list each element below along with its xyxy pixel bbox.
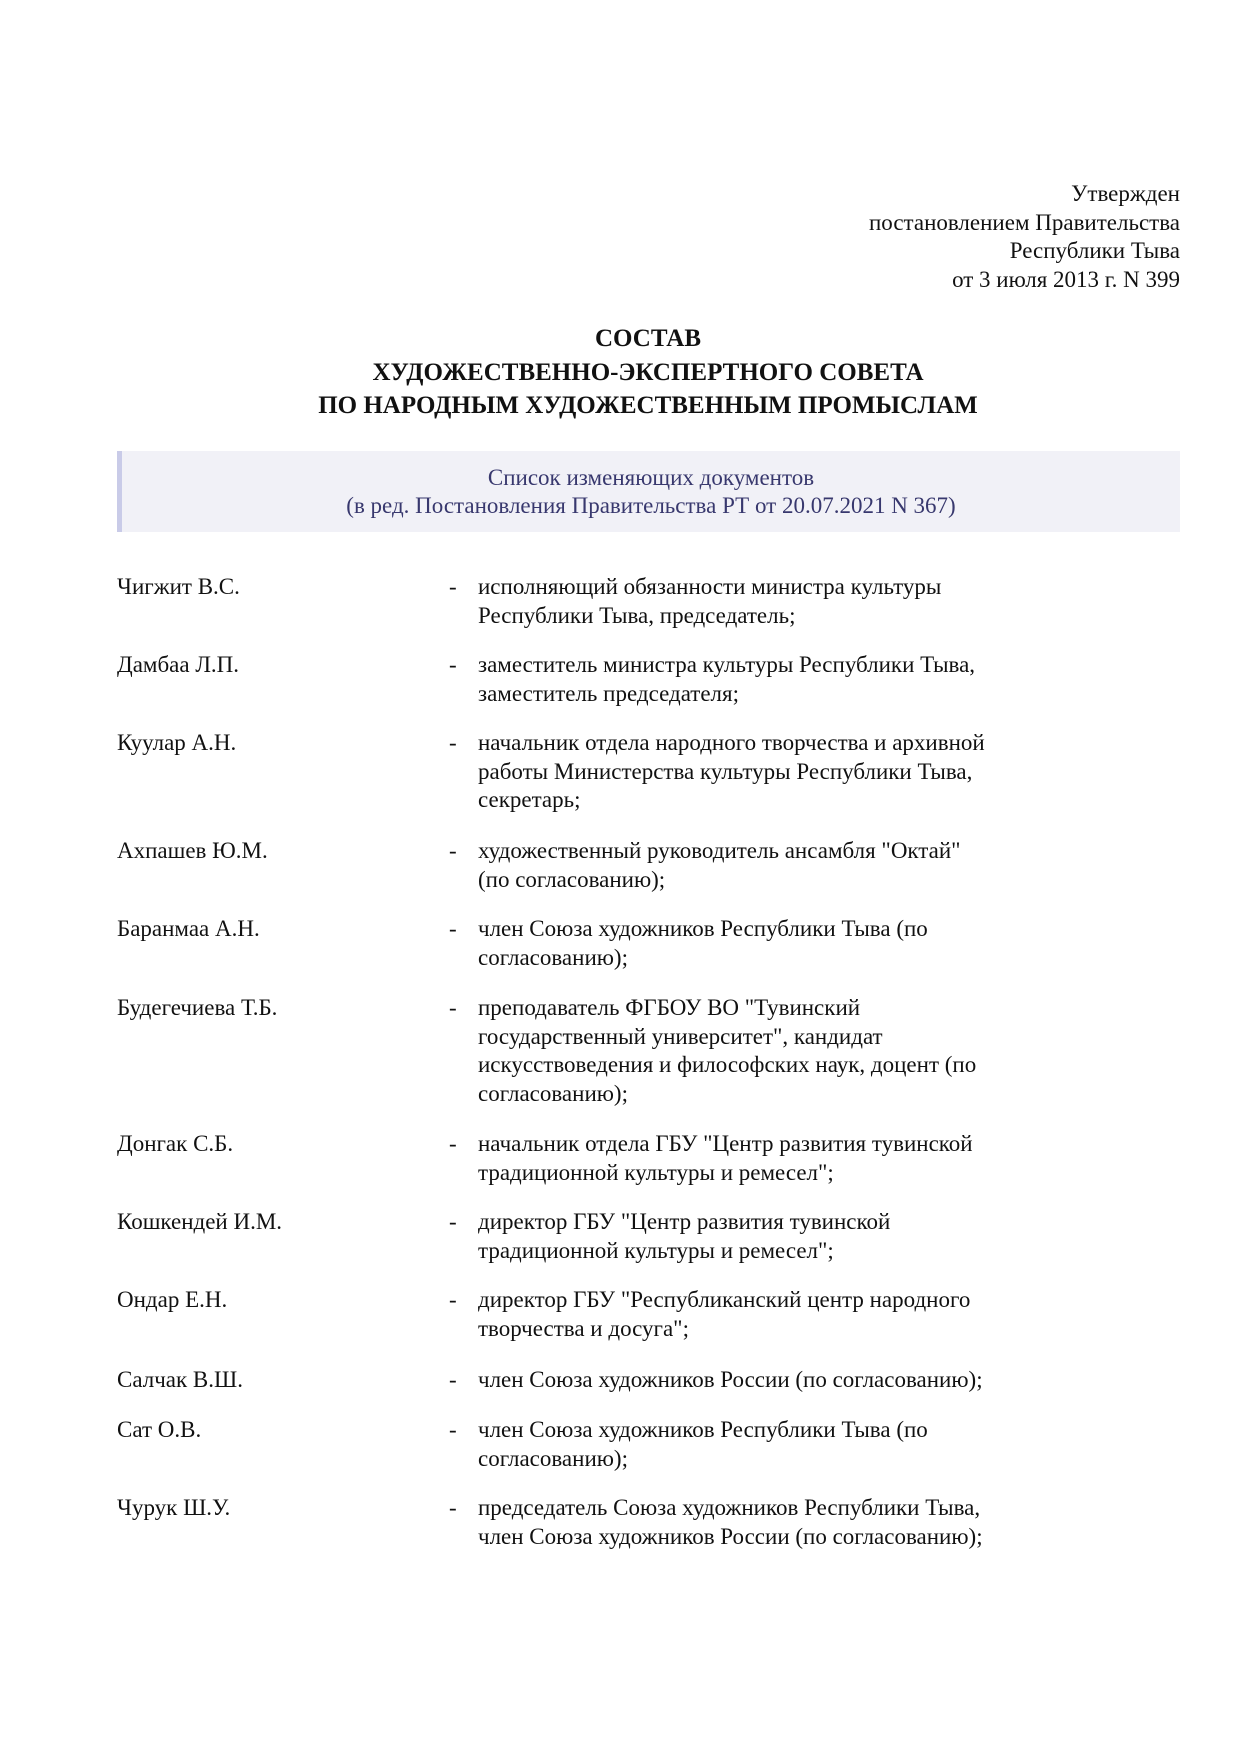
member-dash: - [449, 574, 457, 599]
member-role-line: искусствоведения и философских наук, доцент (по [478, 1052, 977, 1077]
title-line: СОСТАВ [594, 325, 702, 352]
member-dash: - [449, 995, 457, 1020]
member-role-line: заместитель председателя; [478, 680, 740, 706]
member-role-line: государственный университет", кандидат [478, 1023, 883, 1049]
approval-line: постановлением Правительства [868, 209, 1180, 235]
member-role [478, 729, 1058, 815]
member-role [478, 1130, 1058, 1187]
member-dash: - [449, 1131, 457, 1156]
member-role [478, 1416, 1058, 1473]
member-name: Кошкендей И.М. [117, 1209, 283, 1234]
member-role [478, 994, 1058, 1108]
member-role [478, 1286, 1058, 1343]
changes-heading: Список изменяющих документов [487, 465, 815, 490]
document-title [0, 322, 1240, 423]
member-name: Баранмаа А.Н. [117, 916, 260, 941]
member-role-line: преподаватель ФГБОУ ВО "Тувинский [478, 995, 861, 1020]
member-role-line: Республики Тыва, председатель; [478, 602, 796, 628]
member-role-line: директор ГБУ "Центр развития тувинской [478, 1209, 891, 1234]
member-name: Ахпашев Ю.М. [117, 838, 268, 863]
approval-line: от 3 июля 2013 г. N 399 [952, 266, 1180, 292]
title-line: ХУДОЖЕСТВЕННО-ЭКСПЕРТНОГО СОВЕТА [372, 358, 924, 386]
member-role-line: начальник отдела ГБУ "Центр развития тувинской [478, 1131, 973, 1156]
member-name: Сат О.В. [117, 1417, 202, 1442]
member-role [478, 1494, 1058, 1551]
member-name: Ондар Е.Н. [117, 1287, 228, 1312]
member-dash: - [449, 916, 457, 941]
member-role-line: традиционной культуры и ремесел"; [478, 1237, 834, 1263]
member-name: Будегечиева Т.Б. [117, 995, 278, 1020]
member-role-line: работы Министерства культуры Республики Тыва, [478, 758, 973, 784]
changes-box [117, 451, 1180, 532]
member-role-line: директор ГБУ "Республиканский центр народного [478, 1287, 971, 1312]
member-role-line: председатель Союза художников Республики Тыва, [478, 1495, 981, 1520]
member-role-line: согласованию); [478, 1445, 628, 1471]
member-role-line: творчества и досуга"; [478, 1315, 689, 1341]
member-dash: - [449, 1287, 457, 1312]
member-name: Чурук Ш.У. [117, 1495, 231, 1520]
member-role-line: художественный руководитель ансамбля "Октай" [478, 838, 961, 863]
member-role-line: исполняющий обязанности министра культуры [478, 574, 942, 599]
member-role-line: заместитель министра культуры Республики Тыва, [478, 652, 976, 677]
member-role [478, 915, 1058, 972]
member-role [478, 837, 1058, 894]
member-role-line: член Союза художников России (по согласованию); [478, 1523, 983, 1549]
member-role-line: член Союза художников Республики Тыва (по [478, 1417, 928, 1442]
member-dash: - [449, 652, 457, 677]
member-role [478, 1366, 1058, 1395]
approval-stamp [869, 180, 1180, 294]
member-role [478, 651, 1058, 708]
member-role-line: член Союза художников России (по согласованию); [478, 1367, 983, 1392]
title-line: ПО НАРОДНЫМ ХУДОЖЕСТВЕННЫМ ПРОМЫСЛАМ [318, 392, 978, 419]
member-dash: - [449, 1367, 457, 1392]
member-dash: - [449, 838, 457, 863]
member-name: Донгак С.Б. [117, 1131, 234, 1156]
member-name: Куулар А.Н. [117, 730, 237, 755]
approval-line: Республики Тыва [1009, 238, 1180, 263]
member-dash: - [449, 730, 457, 755]
member-role-line: согласованию); [478, 1080, 628, 1106]
member-name: Салчак В.Ш. [117, 1367, 243, 1392]
member-role-line: традиционной культуры и ремесел"; [478, 1159, 834, 1185]
member-role-line: (по согласованию); [478, 866, 666, 892]
member-role-line: секретарь; [478, 787, 581, 812]
approval-line: Утвержден [1071, 181, 1180, 206]
member-role [478, 1208, 1058, 1265]
member-role-line: член Союза художников Республики Тыва (по [478, 916, 928, 941]
member-role [478, 573, 1058, 630]
member-role-line: начальник отдела народного творчества и архивной [478, 730, 985, 755]
member-dash: - [449, 1417, 457, 1442]
member-name: Чигжит В.С. [117, 574, 240, 599]
changes-text: (в ред. Постановления Правительства РТ от 20.07.2021 N 367) [346, 493, 956, 518]
member-dash: - [449, 1495, 457, 1520]
member-role-line: согласованию); [478, 944, 628, 970]
member-dash: - [449, 1209, 457, 1234]
member-name: Дамбаа Л.П. [117, 652, 240, 677]
